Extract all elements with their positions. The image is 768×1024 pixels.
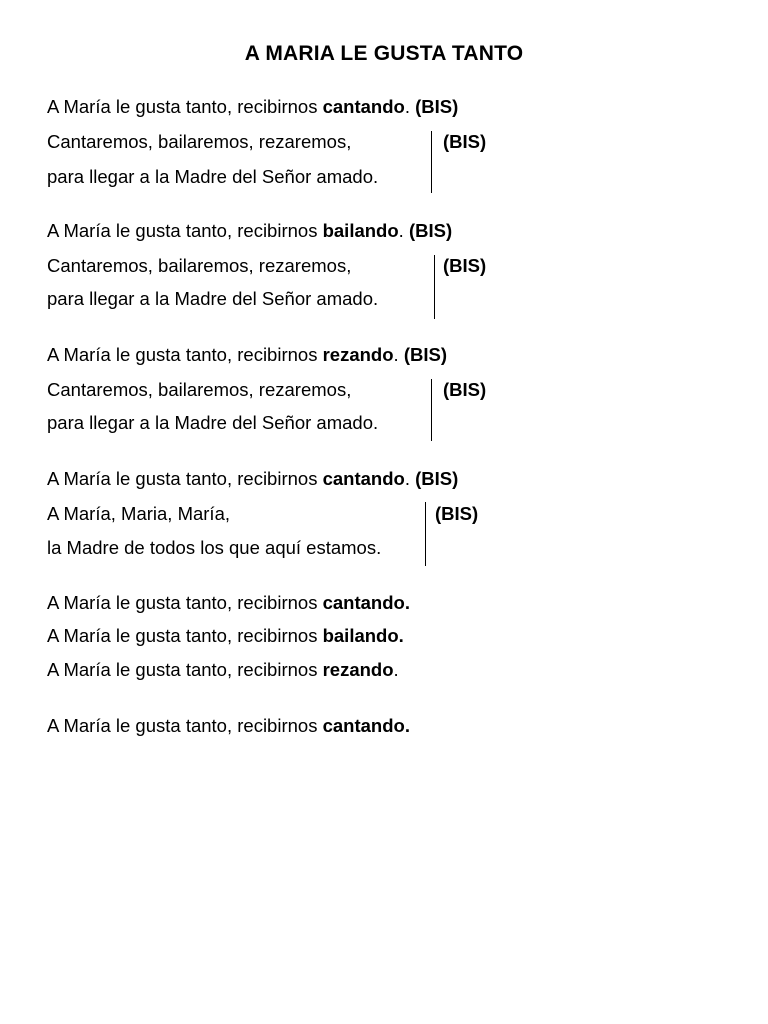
line-punct: . (393, 344, 404, 365)
bis-label: (BIS) (415, 96, 459, 117)
stanza-line-2: A María, Maria, María, (47, 503, 230, 524)
line-bold-word: cantando (322, 96, 405, 117)
line-bold-word: bailando (322, 220, 399, 241)
line-punct: . (404, 96, 416, 117)
line-bold-word: cantando (322, 468, 405, 489)
line-text: A María le gusta tanto, recibirnos (47, 96, 323, 117)
line-text: A María le gusta tanto, recibirnos (47, 220, 323, 241)
stanza-line-1 (47, 344, 447, 366)
stanza-line-3: para llegar a la Madre del Señor amado. (47, 166, 379, 187)
stanza-line-2: Cantaremos, bailaremos, rezaremos, (47, 255, 352, 276)
stanza-line-1 (47, 592, 410, 614)
line-punct: . (398, 220, 409, 241)
bis-label: (BIS) (443, 255, 487, 276)
line-bold-word: cantando. (322, 592, 410, 613)
bis-label: (BIS) (435, 503, 479, 524)
line-bold-word: rezando (322, 659, 394, 680)
line-text: A María le gusta tanto, recibirnos (47, 468, 323, 489)
bis-label: (BIS) (403, 344, 447, 365)
stanza-line-3: para llegar a la Madre del Señor amado. (47, 288, 379, 309)
stanza-line-1 (47, 468, 458, 490)
line-punct: . (404, 468, 416, 489)
bis-label: (BIS) (415, 468, 459, 489)
repeat-bracket (431, 379, 432, 441)
line-bold-word: rezando (322, 344, 394, 365)
stanza-line-1 (47, 220, 452, 242)
line-text: A María le gusta tanto, recibirnos (47, 659, 323, 680)
stanza-line-2: Cantaremos, bailaremos, rezaremos, (47, 131, 352, 152)
bis-label: (BIS) (408, 220, 453, 241)
stanza-line-3: para llegar a la Madre del Señor amado. (47, 412, 379, 433)
stanza-line-3 (47, 659, 399, 681)
line-text: A María le gusta tanto, recibirnos (47, 344, 323, 365)
final-line (47, 715, 410, 737)
song-title: A MARIA LE GUSTA TANTO (244, 42, 524, 65)
bis-label: (BIS) (443, 131, 487, 152)
repeat-bracket (431, 131, 432, 193)
repeat-bracket (434, 255, 435, 319)
stanza-line-2 (47, 625, 404, 647)
line-bold-word: bailando. (322, 625, 404, 646)
stanza-line-1 (47, 96, 458, 118)
line-punct: . (393, 659, 399, 680)
bis-label: (BIS) (443, 379, 487, 400)
line-bold-word: cantando. (322, 715, 410, 736)
line-text: A María le gusta tanto, recibirnos (47, 715, 323, 736)
repeat-bracket (425, 502, 426, 566)
line-text: A María le gusta tanto, recibirnos (47, 625, 323, 646)
stanza-line-2: Cantaremos, bailaremos, rezaremos, (47, 379, 352, 400)
line-text: A María le gusta tanto, recibirnos (47, 592, 323, 613)
stanza-line-3: la Madre de todos los que aquí estamos. (47, 537, 382, 558)
